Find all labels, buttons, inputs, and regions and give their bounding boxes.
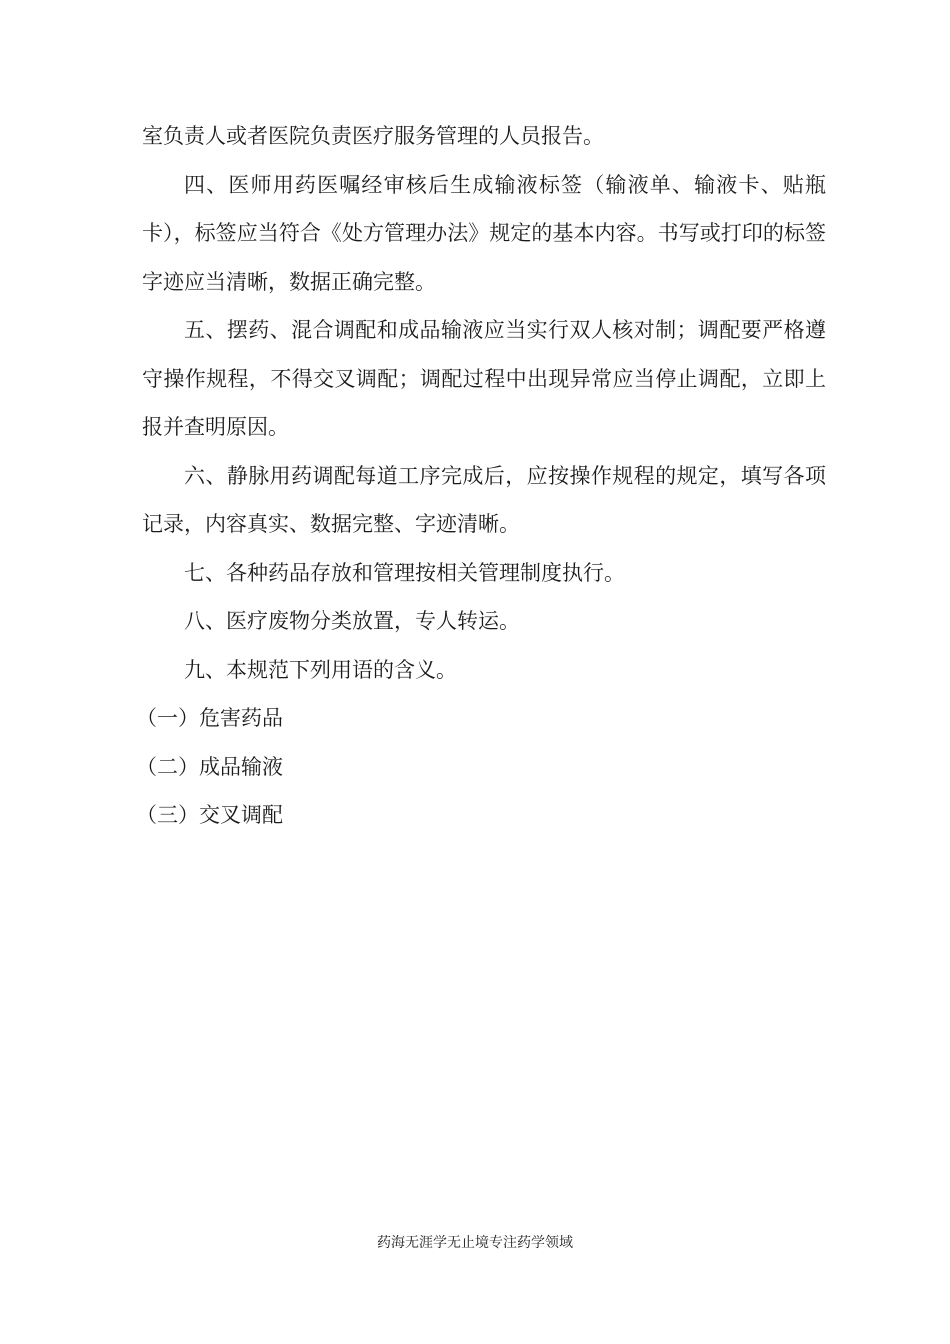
paragraph-item-9: 九、本规范下列用语的含义。 <box>184 657 457 682</box>
paragraph-item-8: 八、医疗废物分类放置，专人转运。 <box>184 609 520 633</box>
paragraph-item-5: 五、摆药、混合调配和成品输液应当实行双人核对制；调配要严格遵守操作规程，不得交叉调配；调配过程中出现异常应当停止调配，立即上报并查明原因。 <box>142 318 826 439</box>
definition-item-2: （二）成品输液 <box>136 754 283 779</box>
page-footer: 药海无涯学无止境专注药学领域 <box>377 1235 573 1251</box>
definition-item-3: （三）交叉调配 <box>136 803 283 827</box>
paragraph-item-6: 六、静脉用药调配每道工序完成后，应按操作规程的规定，填写各项记录，内容真实、数据完整、字迹清晰。 <box>142 463 826 536</box>
paragraph-item-4: 四、医师用药医嘱经审核后生成输液标签（输液单、输液卡、贴瓶卡），标签应当符合《处方管理办法》规定的基本内容。书写或打印的标签字迹应当清晰，数据正确完整。 <box>142 172 826 294</box>
definition-item-1: （一）危害药品 <box>136 706 283 730</box>
paragraph-item-7: 七、各种药品存放和管理按相关管理制度执行。 <box>184 560 625 585</box>
paragraph-continuation: 室负责人或者医院负责医疗服务管理的人员报告。 <box>142 124 604 148</box>
document-body <box>136 112 826 840</box>
